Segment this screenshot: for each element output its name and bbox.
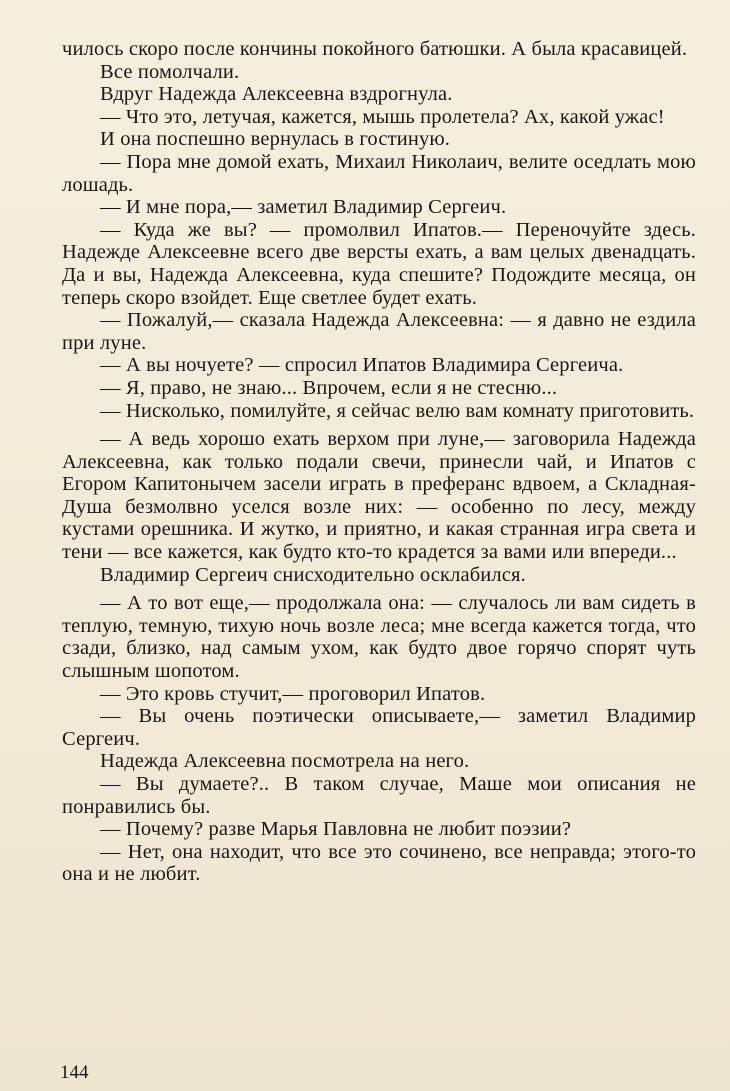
page-number: 144	[60, 1062, 89, 1083]
paragraph: — Это кровь стучит,— проговорил Ипатов.	[100, 682, 486, 705]
paragraph: чилось скоро после кончины покойного батюшки. А была красавицей.	[62, 38, 688, 60]
paragraph: — Пора мне домой ехать, Михаил Николаич, велите оседлать мою лошадь.	[62, 150, 696, 196]
paragraph: — И мне пора,— заметил Владимир Сергеич.	[100, 196, 507, 219]
paragraph: Владимир Сергеич снисходительно осклабился.	[100, 563, 526, 586]
paragraph: — Почему? разве Марья Павловна не любит поэзии?	[100, 818, 572, 841]
paragraph: — Вы думаете?.. В таком случае, Маше мои описания не понравились бы.	[62, 773, 696, 818]
text-column	[62, 38, 696, 886]
paragraph: Надежда Алексеевна посмотрела на него.	[100, 750, 470, 773]
paragraph: — А то вот еще,— продолжала она: — случалось ли вам сидеть в теплую, темную, тихую ночь возле леса; мне всегда кажется тогда, что сзади, близко, над самым ухом, как будто двое горячо спорят чуть слышным шопотом.	[62, 592, 696, 683]
paragraph: Все помолчали.	[100, 60, 240, 83]
paragraph: — Куда же вы? — промолвил Ипатов.— Переночуйте здесь. Надежде Алексеевне всего две версты ехать, а вам целых двенадцать. Да и вы, Надежда Алексеевна, куда спешите? Подождите месяца, он теперь скоро взойдет. Еще светлее будет ехать.	[62, 218, 696, 309]
paragraph: — Нисколько, помилуйте, я сейчас велю вам комнату приготовить.	[100, 399, 695, 422]
paragraph: — Я, право, не знаю... Впрочем, если я не стесню...	[100, 376, 558, 399]
paragraph: — Вы очень поэтически описываете,— заметил Владимир Сергеич.	[62, 705, 696, 750]
paragraph: — А вы ночуете? — спросил Ипатов Владимира Сергеича.	[100, 354, 624, 377]
paragraph: Вдруг Надежда Алексеевна вздрогнула.	[100, 83, 453, 106]
paragraph: И она поспешно вернулась в гостиную.	[100, 128, 451, 151]
paragraph: — Что это, летучая, кажется, мышь пролетела? Ах, какой ужас!	[100, 105, 665, 128]
paragraph: — А ведь хорошо ехать верхом при луне,— заговорила Надежда Алексеевна, как только подали свечи, принесли чай, и Ипатов с Егором Капитонычем засели играть в преферанс вдвоем, а Складная-Душа безмолвно уселся возле них: — особенно по лесу, между кустами орешника. И жутко, и приятно, и какая странная игра света и тени — все кажется, как будто кто-то крадется за вами или впереди...	[62, 428, 696, 564]
paragraph: — Нет, она находит, что все это сочинено, все неправда; этого-то она и не любит.	[62, 840, 696, 886]
paragraph: — Пожалуй,— сказала Надежда Алексеевна: — я давно не ездила при луне.	[62, 309, 696, 354]
